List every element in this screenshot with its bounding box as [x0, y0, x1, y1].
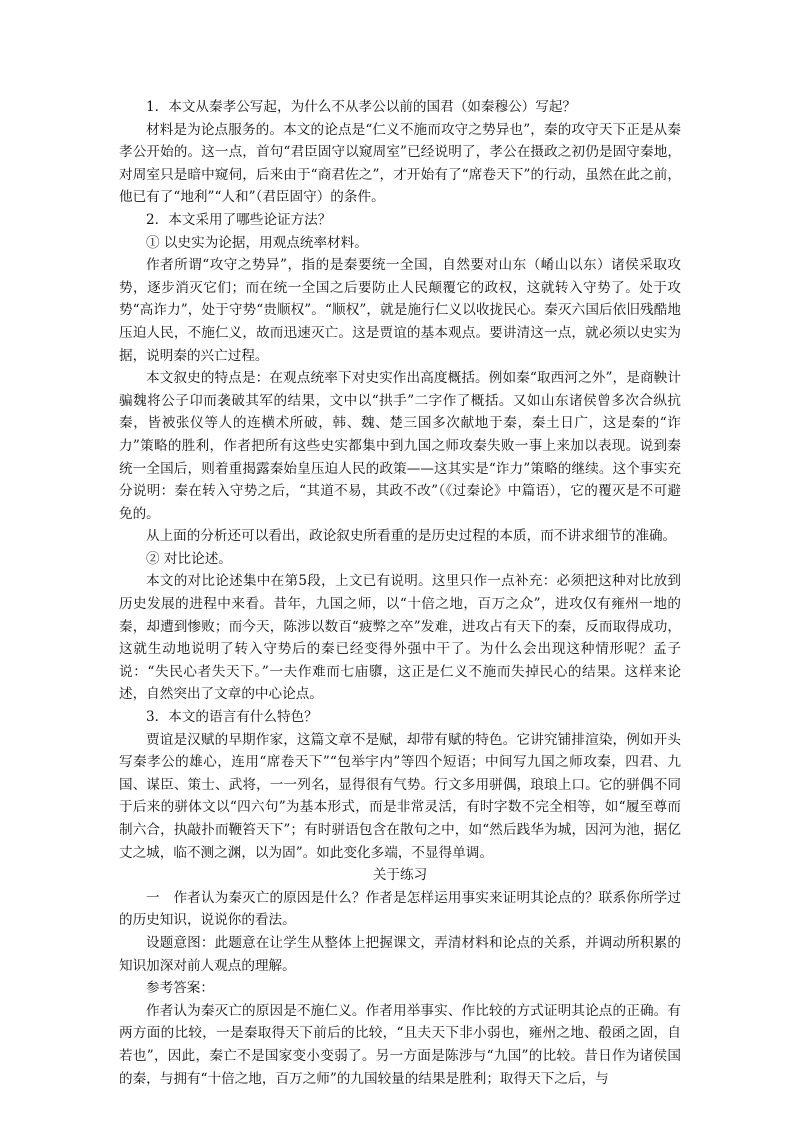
section-title-exercises: 关于练习 [372, 867, 428, 884]
exercise-1-question: 一 作者认为秦灭亡的原因是什么？作者是怎样运用事实来证明其论点的？联系你所学过的历史知识，说说你的看法。 [119, 889, 681, 929]
method-2-heading: ② 对比论述。 [146, 550, 232, 567]
exercise-1-intent: 设题意图：此题意在让学生从整体上把握课文，弄清材料和论点的关系，并调动所积累的知识加深对前人观点的理解。 [119, 934, 681, 974]
question-2: 2．本文采用了哪些论证方法？ [146, 211, 332, 228]
document-page [119, 96, 681, 1090]
reference-answer-paragraph: 作者认为秦灭亡的原因是不施仁义。作者用举事实、作比较的方式证明其论点的正确。有两方面的比较，一是秦取得天下前后的比较，“且夫天下非小弱也，雍州之地、殽函之固，自若也”，因此，秦亡不是国家变小变弱了。另一方面是陈涉与“九国”的比较。昔日作为诸侯国的秦，与拥有“十倍之地，百万之师”的九国较量的结果是胜利；取得天下之后，与 [119, 1002, 681, 1087]
question-1: 1．本文从秦孝公写起，为什么不从孝公以前的国君（如秦穆公）写起？ [146, 99, 577, 115]
method-1-paragraph-a: 作者所谓“攻守之势异”，指的是秦要统一全国，自然要对山东（崤山以东）诸侯采取攻势，逐步消灭它们；而在统一全国之后要防止人民颠覆它的政权，这就转入守势了。处于攻势“高诈力”，处于守势“贵顺权”。“顺权”，就是施行仁义以收拢民心。秦灭六国后依旧残酷地压迫人民，不施仁义，故而迅速灭亡。这是贾谊的基本观点。要讲清这一点，就必须以史实为据，说明秦的兴亡过程。 [119, 257, 681, 364]
method-1-paragraph-c: 从上面的分析还可以看出，政论叙史所看重的是历史过程的本质，而不讲求细节的准确。 [146, 528, 677, 545]
question-3: 3．本文的语言有什么特色？ [146, 709, 318, 726]
method-1-heading: ① 以史实为论据，用观点统率材料。 [146, 234, 368, 251]
method-1-paragraph-b: 本文叙史的特点是：在观点统率下对史实作出高度概括。例如秦“取西河之外”，是商鞅计骗魏将公子卬而袭破其军的结果，文中以“拱手”二字作了概括。又如山东诸侯曾多次合纵抗秦，皆被张仪等人的连横术所破，韩、魏、楚三国多次献地于秦，秦土日广，这是秦的“诈力”策略的胜利，作者把所有这些史实都集中到九国之师攻秦失败一事上来加以表现。说到秦统一全国后，则着重揭露秦始皇压迫人民的政策——这其实是“诈力”策略的继续。这个事实充分说明：秦在转入守势之后，“其道不易，其政不改”（《过秦论》中篇语），它的覆灭是不可避免的。 [119, 370, 681, 522]
reference-answer-label: 参考答案： [146, 980, 214, 997]
method-2-paragraph: 本文的对比论述集中在第5段，上文已有说明。这里只作一点补充：必须把这种对比放到历史发展的进程中来看。昔年，九国之师，以“十倍之地，百万之众”，进攻仅有雍州一地的秦，却遭到惨败；而今天，陈涉以数百“疲弊之卒”发难，进攻占有天下的秦，反而取得成功，这就生动地说明了转入守势后的秦已经变得外强中干了。为什么会出现这种情形呢？孟子说：“失民心者失天下。”一夫作难而七庙隳，这正是仁义不施而失掉民心的结果。这样来论述，自然突出了文章的中心论点。 [119, 573, 681, 703]
answer-3-paragraph: 贾谊是汉赋的早期作家，这篇文章不是赋，却带有赋的特色。它讲究铺排渲染，例如开头写秦孝公的雄心，连用“席卷天下”“包举宇内”等四个短语；中间写九国之师攻秦，四君、九国、谋臣、策士、武将，一一列名，显得很有气势。行文多用骈偶，琅琅上口。它的骈偶不同于后来的骈体文以“四六句”为基本形式，而是非常灵活，有时字数不完全相等，如“履至尊而制六合，执敲扑而鞭笞天下”；有时骈语包含在散句之中，如“然后践华为城，因河为池，据亿丈之城，临不测之渊，以为固”。如此变化多端，不显得单调。 [119, 731, 681, 861]
answer-1-paragraph: 材料是为论点服务的。本文的论点是“仁义不施而攻守之势异也”，秦的攻守天下正是从秦孝公开始的。这一点，首句“君臣固守以窥周室”已经说明了，孝公在摄政之初仍是固守秦地，对周室只是暗中窥伺，后来由于“商君佐之”，才开始有了“席卷天下”的行动，虽然在此之前，他已有了“地利”“人和”（君臣固守）的条件。 [119, 121, 681, 206]
